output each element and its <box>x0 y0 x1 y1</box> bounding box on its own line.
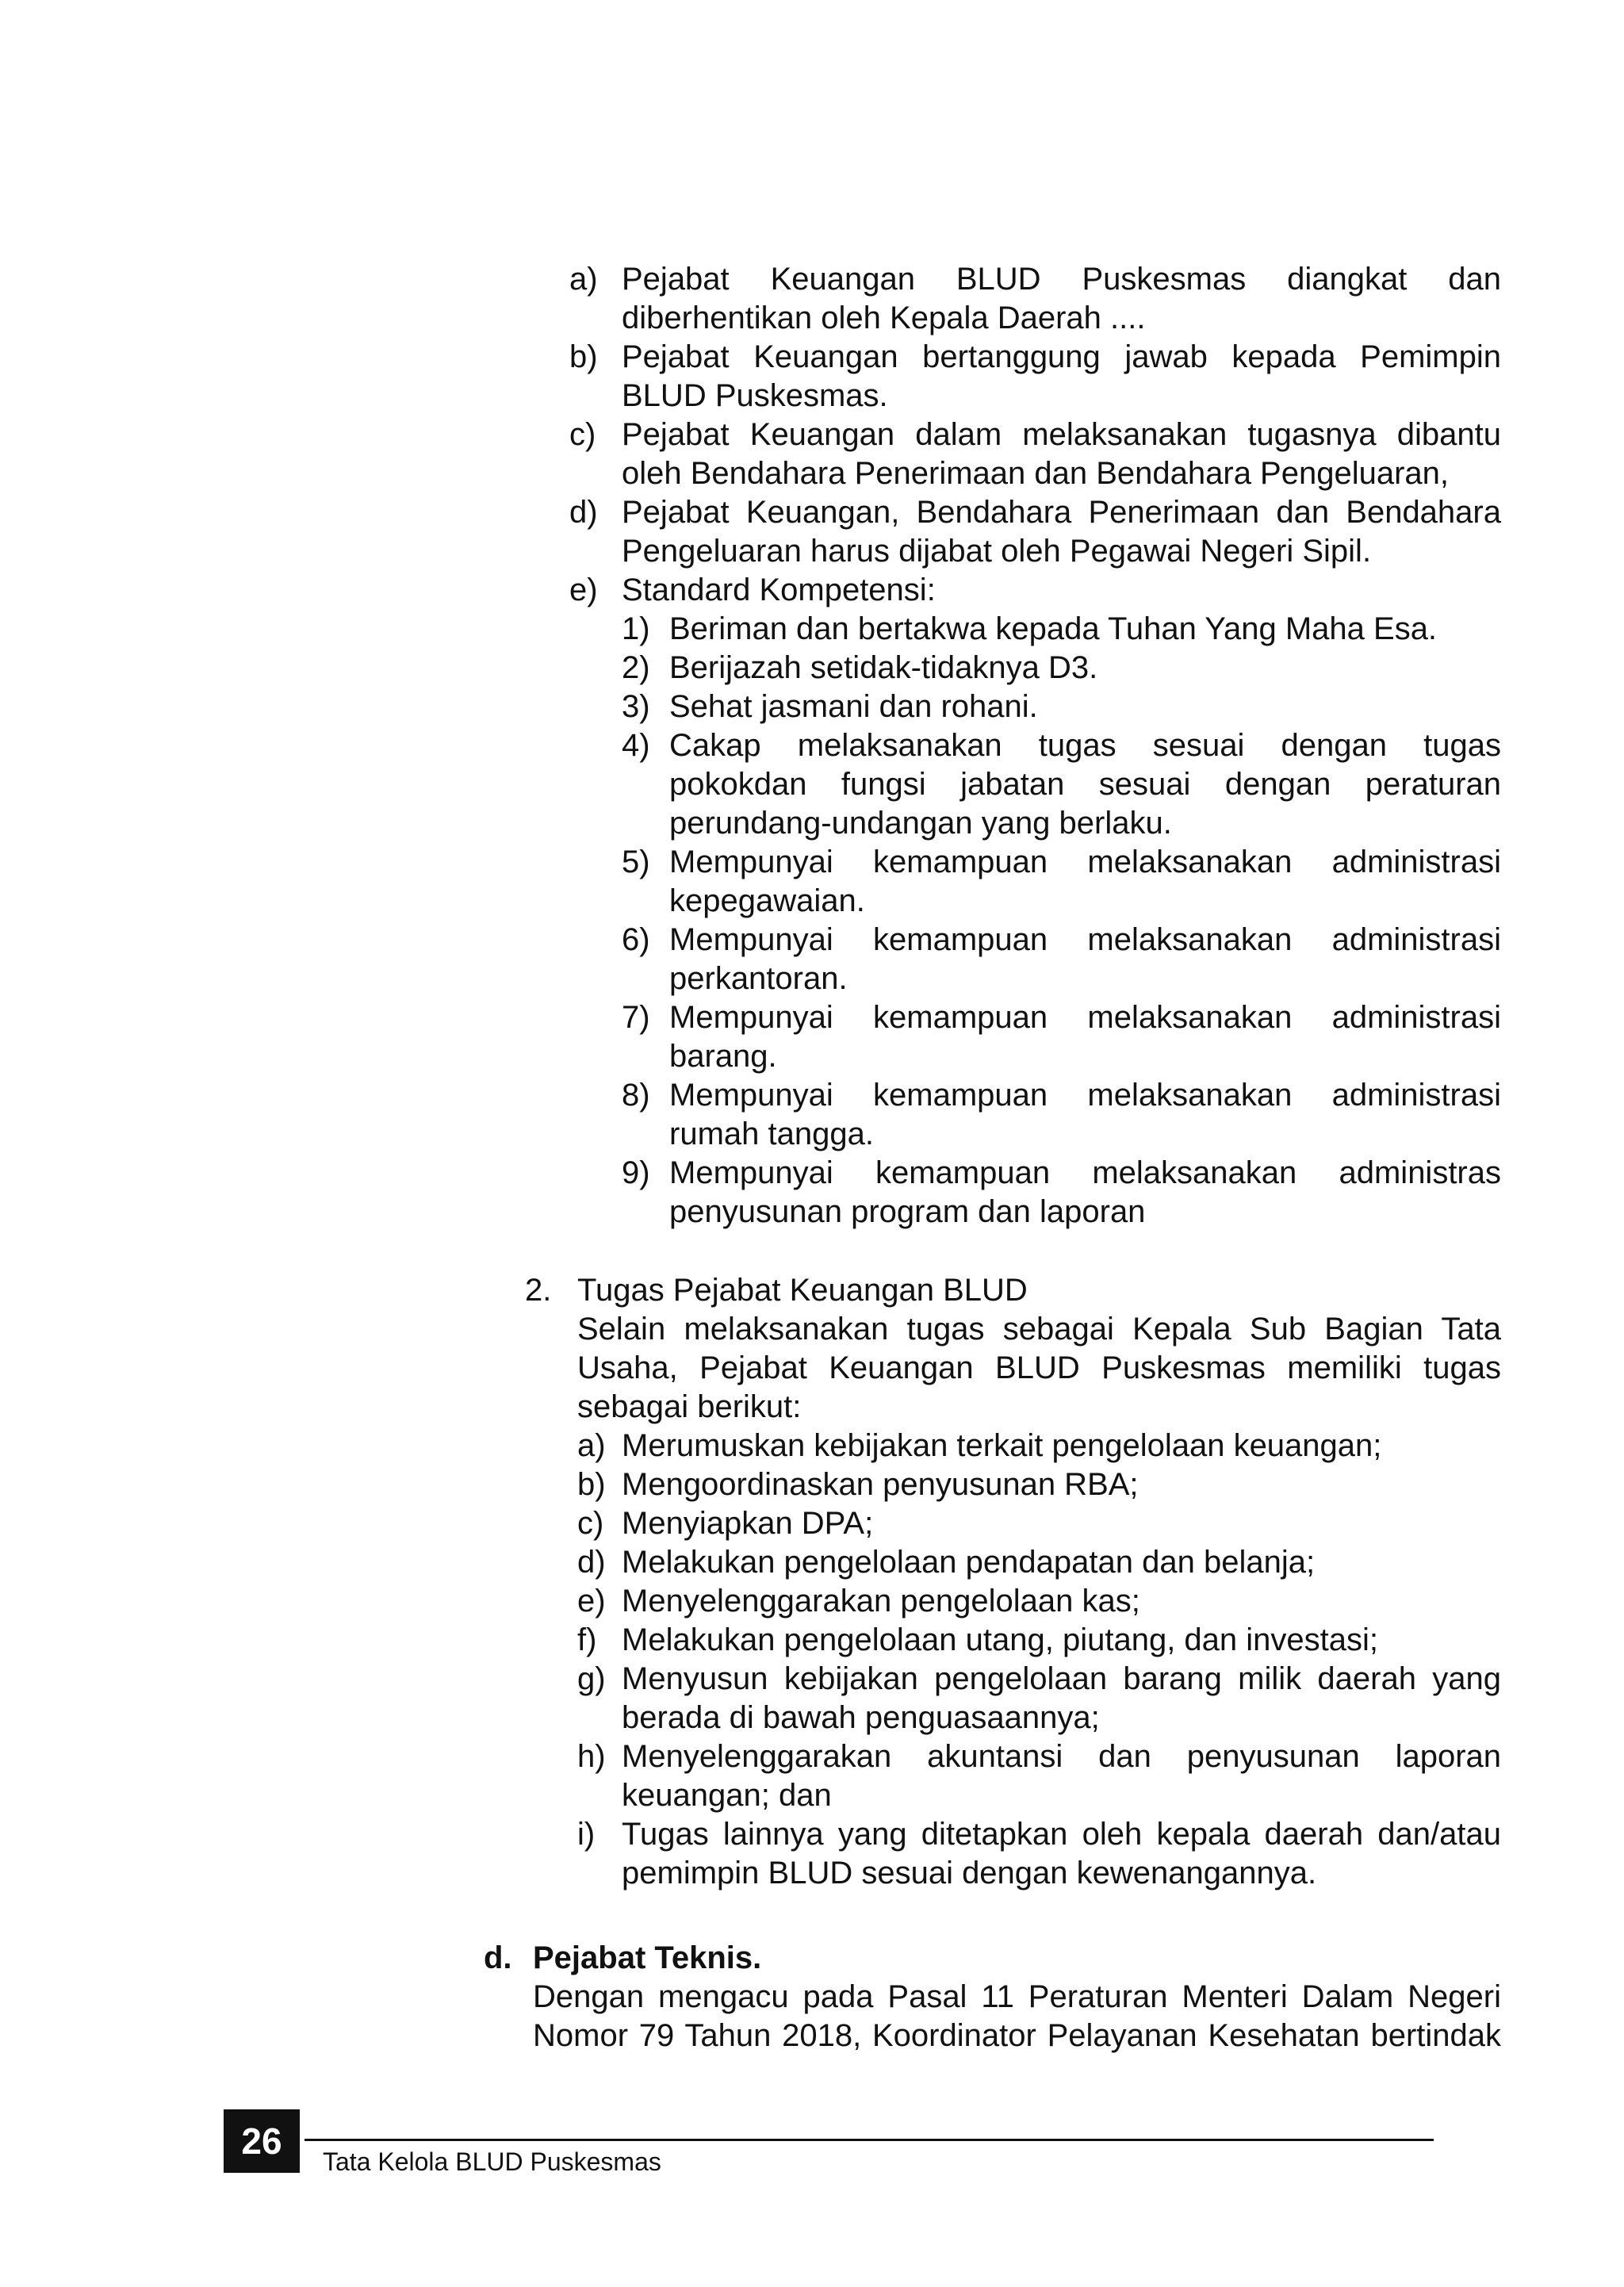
section-heading: Tugas Pejabat Keuangan BLUD <box>577 1273 1028 1308</box>
competency-item <box>622 726 1501 843</box>
list-item-label: b) <box>569 339 598 374</box>
task-text: Menyiapkan DPA; <box>622 1506 874 1541</box>
task-item <box>577 1543 1501 1582</box>
list-item-text: Pejabat Keuangan, Bendahara Penerimaan dan Bendahara Pengeluaran harus dijabat oleh Pegawai Negeri Sipil. <box>622 495 1501 569</box>
officer-provisions-list <box>569 260 1501 1232</box>
competency-label: 4) <box>622 728 650 763</box>
competency-item <box>622 610 1501 649</box>
task-label: f) <box>577 1622 597 1657</box>
task-text: Tugas lainnya yang ditetapkan oleh kepala daerah dan/atau pemimpin BLUD sesuai dengan kewenangannya. <box>622 1817 1501 1891</box>
task-label: b) <box>577 1467 606 1502</box>
competency-label: 1) <box>622 611 650 646</box>
section-paragraph: Dengan mengacu pada Pasal 11 Peraturan Menteri Dalam Negeri Nomor 79 Tahun 2018, Koordinator Pelayanan Kesehatan bertindak <box>533 1979 1501 2053</box>
section-intro: Selain melaksanakan tugas sebagai Kepala Sub Bagian Tata Usaha, Pejabat Keuangan BLUD Puskesmas memiliki tugas sebagai berikut: <box>577 1312 1501 1424</box>
competency-label: 8) <box>622 1078 650 1113</box>
competency-label: 9) <box>622 1155 650 1190</box>
competency-item <box>622 649 1501 688</box>
list-item <box>569 338 1501 416</box>
competency-list <box>622 610 1501 1232</box>
list-item-label: c) <box>569 417 596 452</box>
task-item <box>577 1582 1501 1621</box>
competency-text: Cakap melaksanakan tugas sesuai dengan tugas pokokdan fungsi jabatan sesuai dengan peraturan perundang-undangan yang berlaku. <box>669 728 1501 841</box>
task-item <box>577 1660 1501 1737</box>
competency-label: 2) <box>622 650 650 685</box>
task-text: Merumuskan kebijakan terkait pengelolaan keuangan; <box>622 1428 1382 1463</box>
list-item-text: Pejabat Keuangan dalam melaksanakan tugasnya dibantu oleh Bendahara Penerimaan dan Bendahara Pengeluaran, <box>622 417 1501 491</box>
list-item-label: a) <box>569 262 598 297</box>
task-item <box>577 1504 1501 1543</box>
task-label: h) <box>577 1739 606 1774</box>
list-item <box>569 493 1501 571</box>
list-item-label: d) <box>569 495 598 530</box>
task-text: Mengoordinaskan penyusunan RBA; <box>622 1467 1139 1502</box>
competency-label: 6) <box>622 922 650 957</box>
list-item <box>569 260 1501 338</box>
section-body <box>577 1271 1501 1893</box>
competency-item <box>622 1154 1501 1232</box>
competency-text: Mempunyai kemampuan melaksanakan administrasi rumah tangga. <box>669 1078 1501 1151</box>
list-item-text: Standard Kompetensi: <box>622 573 936 607</box>
competency-text: Mempunyai kemampuan melaksanakan administrasi perkantoran. <box>669 922 1501 996</box>
list-item <box>569 416 1501 493</box>
page-number: 26 <box>224 2109 300 2173</box>
task-text: Melakukan pengelolaan utang, piutang, dan investasi; <box>622 1622 1379 1657</box>
task-text: Melakukan pengelolaan pendapatan dan belanja; <box>622 1545 1316 1580</box>
task-item <box>577 1465 1501 1504</box>
footer-title: Tata Kelola BLUD Puskesmas <box>323 2147 661 2176</box>
competency-label: 5) <box>622 845 650 879</box>
section-body <box>533 1939 1501 2055</box>
task-label: a) <box>577 1428 606 1463</box>
task-item <box>577 1621 1501 1660</box>
task-item <box>577 1737 1501 1815</box>
task-text: Menyelenggarakan akuntansi dan penyusunan laporan keuangan; dan <box>622 1739 1501 1813</box>
competency-text: Sehat jasmani dan rohani. <box>669 689 1038 724</box>
task-label: c) <box>577 1506 604 1541</box>
competency-text: Beriman dan bertakwa kepada Tuhan Yang Maha Esa. <box>669 611 1438 646</box>
tasks-list <box>577 1427 1501 1893</box>
task-label: d) <box>577 1545 606 1580</box>
competency-item <box>622 998 1501 1076</box>
section-2 <box>525 1271 1501 1893</box>
task-item <box>577 1427 1501 1465</box>
competency-label: 3) <box>622 689 650 724</box>
competency-text: Mempunyai kemampuan melaksanakan administrasi barang. <box>669 1000 1501 1074</box>
competency-text: Mempunyai kemampuan melaksanakan administras penyusunan program dan laporan <box>669 1155 1501 1229</box>
task-text: Menyelenggarakan pengelolaan kas; <box>622 1584 1140 1619</box>
competency-text: Mempunyai kemampuan melaksanakan administrasi kepegawaian. <box>669 845 1501 918</box>
task-text: Menyusun kebijakan pengelolaan barang milik daerah yang berada di bawah penguasaannya; <box>622 1661 1501 1735</box>
list-item <box>569 571 1501 610</box>
list-item-text: Pejabat Keuangan bertanggung jawab kepada Pemimpin BLUD Puskesmas. <box>622 339 1501 413</box>
task-item <box>577 1815 1501 1893</box>
task-label: i) <box>577 1817 596 1852</box>
competency-item <box>622 1076 1501 1154</box>
list-item-label: e) <box>569 573 598 607</box>
list-item-text: Pejabat Keuangan BLUD Puskesmas diangkat dan diberhentikan oleh Kepala Daerah .... <box>622 262 1501 335</box>
section-letter: d. <box>484 1940 512 1975</box>
section-d <box>484 1939 1501 2055</box>
task-label: g) <box>577 1661 606 1696</box>
section-number: 2. <box>525 1273 552 1308</box>
competency-item <box>622 688 1501 726</box>
competency-label: 7) <box>622 1000 650 1035</box>
competency-text: Berijazah setidak-tidaknya D3. <box>669 650 1098 685</box>
footer-rule <box>304 2139 1434 2141</box>
competency-item <box>622 843 1501 921</box>
section-heading: Pejabat Teknis. <box>533 1940 762 1975</box>
task-label: e) <box>577 1584 606 1619</box>
competency-item <box>622 921 1501 998</box>
